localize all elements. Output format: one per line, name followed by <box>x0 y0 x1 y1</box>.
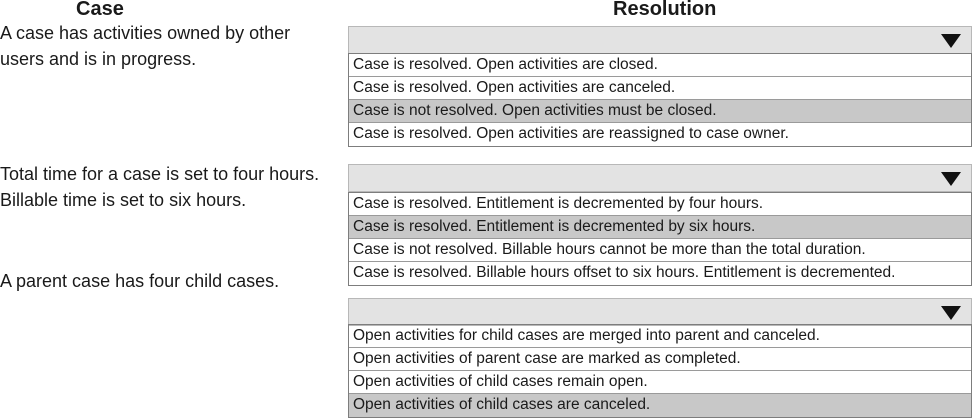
option-1-3[interactable]: Case is not resolved. Open activities must be closed. <box>349 100 971 123</box>
option-2-1[interactable]: Case is resolved. Entitlement is decremented by four hours. <box>349 193 971 216</box>
case-description-3: A parent case has four child cases. <box>0 271 280 291</box>
resolution-dropdown-1[interactable] <box>348 26 972 54</box>
resolution-options-3 <box>348 324 972 418</box>
option-3-1[interactable]: Open activities for child cases are merged into parent and canceled. <box>349 325 971 348</box>
option-2-4[interactable]: Case is resolved. Billable hours offset to six hours. Entitlement is decremented. <box>353 264 896 281</box>
chevron-down-icon[interactable] <box>941 34 961 48</box>
option-2-3[interactable]: Case is not resolved. Billable hours cannot be more than the total duration. <box>349 239 971 262</box>
option-3-2[interactable]: Open activities of parent case are marked as completed. <box>349 348 971 371</box>
resolution-options-2 <box>348 192 972 286</box>
case-description-1: A case has activities owned by other users and is in progress. <box>0 23 291 69</box>
resolution-dropdown-2[interactable] <box>348 164 972 192</box>
option-3-3[interactable]: Open activities of child cases remain open. <box>349 371 971 394</box>
chevron-down-icon[interactable] <box>941 172 961 186</box>
option-3-4[interactable]: Open activities of child cases are canceled. <box>349 394 971 417</box>
chevron-down-icon[interactable] <box>941 306 961 320</box>
case-column-header: Case <box>76 0 124 20</box>
option-1-4[interactable]: Case is resolved. Open activities are reassigned to case owner. <box>353 125 789 142</box>
option-1-1[interactable]: Case is resolved. Open activities are closed. <box>349 54 971 77</box>
option-2-2[interactable]: Case is resolved. Entitlement is decremented by six hours. <box>349 216 971 239</box>
resolution-dropdown-3[interactable] <box>348 298 972 326</box>
case-description-2: Total time for a case is set to four hours. Billable time is set to six hours. <box>0 164 320 210</box>
option-1-2[interactable]: Case is resolved. Open activities are canceled. <box>349 77 971 100</box>
resolution-column-header: Resolution <box>613 0 717 20</box>
resolution-options-1 <box>348 53 972 147</box>
